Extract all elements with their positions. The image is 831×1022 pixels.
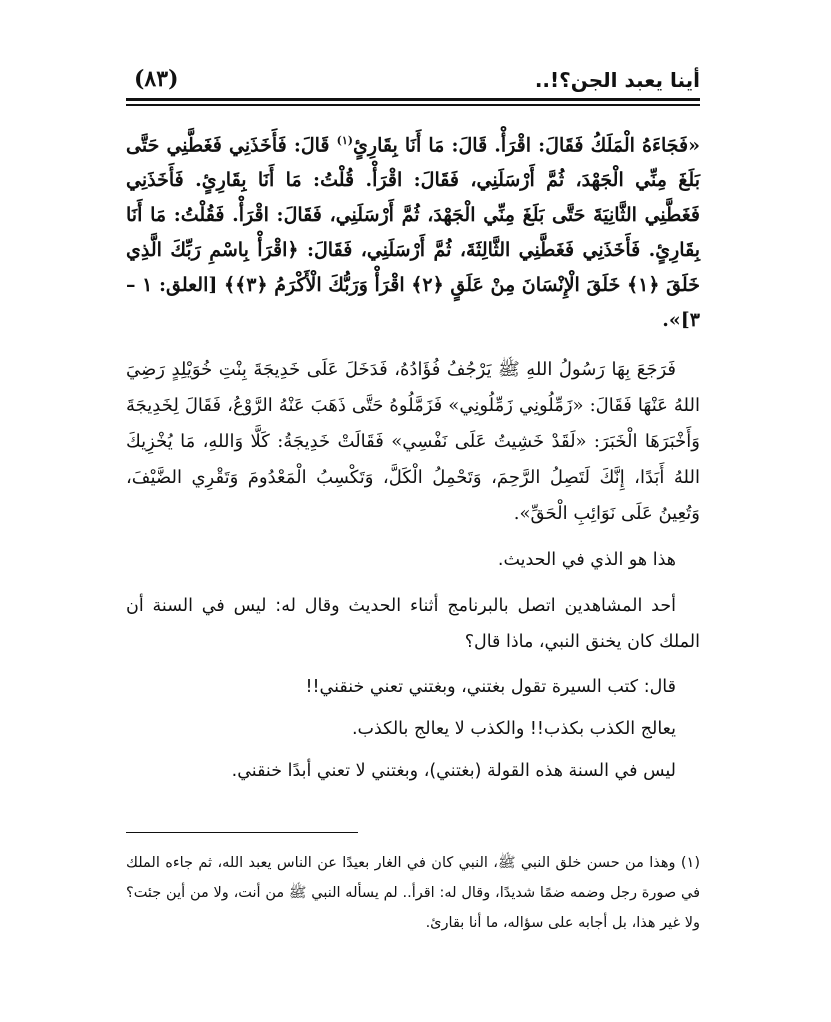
- hadith-paragraph: [126, 123, 700, 338]
- answer-line: يعالج الكذب بكذب!! والكذب لا يعالج بالكذب.: [351, 719, 676, 740]
- page: [126, 62, 700, 931]
- page-header: [126, 62, 700, 101]
- hadith-text-start: «فَجَاءَهُ الْمَلَكُ فَقَالَ: اقْرَأْ. قَالَ: مَا أَنَا بِقَارِئٍ: [353, 134, 700, 157]
- footnote-marker: (١): [336, 134, 354, 147]
- running-title: أينا يعبد الجن؟!..: [534, 68, 700, 92]
- commentary-line: هذا هو الذي في الحديث.: [497, 550, 676, 571]
- answer-line: قال: كتب السيرة تقول بغتني، وبغتني تعني خنقني!!: [305, 677, 676, 698]
- footnote: (١) وهذا من حسن خلق النبي ﷺ، النبي كان في الغار بعيدًا عن الناس يعبد الله، ثم جاءه الملك في صورة رجل وضمه ضمًا شديدًا، وقال له: اقرأ.. لم يسأله النبي ﷺ من أنت، ولا من أين جئت؟ ولا غير هذا، بل أجابه على سؤاله، ما أنا بقارئ.: [126, 855, 700, 931]
- answers-list: [126, 666, 676, 792]
- commentary-paragraph: أحد المشاهدين اتصل بالبرنامج أثناء الحديث وقال له: ليس في السنة أن الملك كان يخنق النبي، ماذا قال؟: [126, 596, 700, 653]
- hadith-text-rest: قَالَ: فَأَخَذَنِي فَغَطَّنِي حَتَّى بَلَغَ مِنِّي الْجَهْدَ، ثُمَّ أَرْسَلَنِي، فَقَالَ: اقْرَأْ. قُلْتُ: مَا أَنَا بِقَارِئٍ. فَأَخَذَنِي فَغَطَّنِي الثَّانِيَةَ حَتَّى بَلَغَ مِنِّي الْجَهْدَ، ثُمَّ أَرْسَلَنِي، فَقَالَ: اقْرَأْ. فَقُلْتُ: مَا أَنَا بِقَارِئٍ. فَأَخَذَنِي فَغَطَّنِي الثَّالِثَةَ، ثُمَّ أَرْسَلَنِي، فَقَالَ: ﴿اقْرَأْ بِاسْمِ رَبِّكَ الَّذِي خَلَقَ ﴿١﴾ خَلَقَ الْإِنْسَانَ مِنْ عَلَقٍ ﴿٢﴾ اقْرَأْ وَرَبُّكَ الْأَكْرَمُ ﴿٣﴾﴾ [العلق: ١ – ٣]».: [126, 134, 700, 332]
- narration-paragraph: فَرَجَعَ بِهَا رَسُولُ اللهِ ﷺ يَرْجُفُ فُؤَادُهُ، فَدَخَلَ عَلَى خَدِيجَةَ بِنْتِ خُوَيْلِدٍ رَضِيَ اللهُ عَنْهَا فَقَالَ: «زَمِّلُونِي زَمِّلُونِي» فَزَمَّلُوهُ حَتَّى ذَهَبَ عَنْهُ الرَّوْعُ، فَقَالَ لِخَدِيجَةَ وَأَخْبَرَهَا الْخَبَرَ: «لَقَدْ خَشِيتُ عَلَى نَفْسِي» فَقَالَتْ خَدِيجَةُ: كَلَّا وَاللهِ، مَا يُخْزِيكَ اللهُ أَبَدًا، إِنَّكَ لَتَصِلُ الرَّحِمَ، وَتَحْمِلُ الْكَلَّ، وَتَكْسِبُ الْمَعْدُومَ وَتَقْرِي الضَّيْفَ، وَتُعِينُ عَلَى نَوَائِبِ الْحَقِّ».: [126, 359, 700, 525]
- page-number: (٨٣): [134, 66, 179, 92]
- footnote-divider: [126, 832, 358, 833]
- answer-line: ليس في السنة هذه القولة (بغتني)، وبغتني لا تعني أبدًا خنقني.: [231, 761, 676, 782]
